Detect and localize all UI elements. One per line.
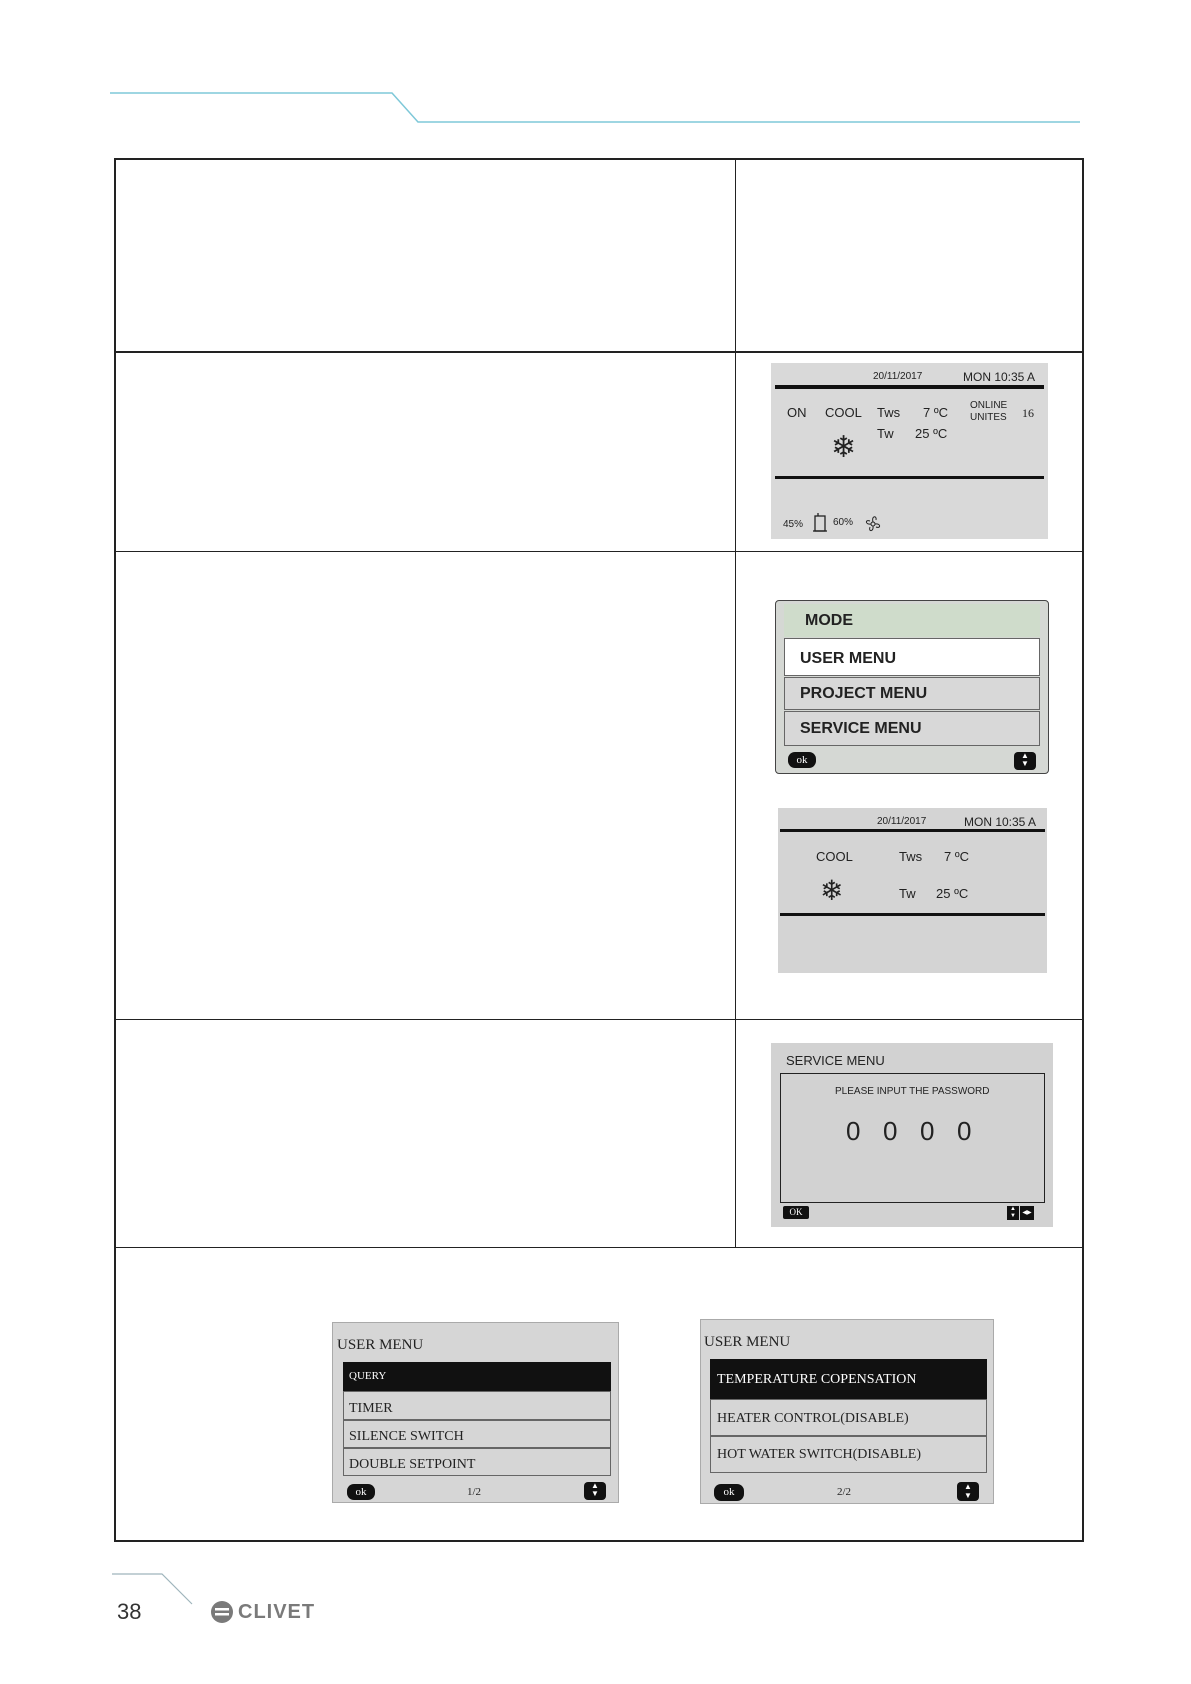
tws-label: Tws	[877, 405, 901, 420]
clivet-logo-text: CLIVET	[238, 1601, 316, 1623]
user-menu-item-query[interactable]: QUERY	[343, 1362, 611, 1391]
table-row-divider	[114, 1019, 1084, 1020]
ok-button[interactable]: OK	[783, 1206, 809, 1219]
online-label: ONLINE	[970, 400, 1008, 411]
top-divider	[775, 385, 1044, 389]
user-menu-item-hot-water-switch[interactable]: HOT WATER SWITCH(DISABLE)	[710, 1436, 987, 1473]
ok-button[interactable]: ok	[788, 752, 816, 768]
fan-icon	[863, 514, 883, 534]
lcd-cool-status	[778, 808, 1047, 973]
tw-value: 25 ºC	[915, 426, 948, 441]
mode-text: COOL	[825, 405, 862, 420]
tw-label: Tw	[877, 426, 894, 441]
left-right-arrows-icon[interactable]: ◀▶	[1020, 1206, 1034, 1220]
service-menu-title: SERVICE MENU	[786, 1053, 885, 1068]
user-menu-item-heater-control[interactable]: HEATER CONTROL(DISABLE)	[710, 1399, 987, 1436]
page-number: 38	[117, 1599, 142, 1624]
up-down-arrows-icon[interactable]: ▲ ▼	[584, 1482, 606, 1500]
clivet-logo	[210, 1600, 340, 1626]
tws-label: Tws	[899, 849, 923, 864]
lcd-password	[771, 1043, 1053, 1227]
password-digit-4[interactable]: 0	[957, 1116, 972, 1146]
menu-item-user-menu[interactable]: USER MENU	[784, 638, 1040, 676]
top-divider	[780, 829, 1045, 832]
tws-value: 7 ºC	[923, 405, 948, 420]
user-menu-item-timer[interactable]: TIMER	[343, 1391, 611, 1420]
password-digit-3[interactable]: 0	[920, 1116, 935, 1146]
page-indicator: 2/2	[837, 1486, 852, 1498]
password-digit-2[interactable]: 0	[883, 1116, 898, 1146]
lcd-user-menu-1	[332, 1322, 619, 1503]
user-menu-title: USER MENU	[337, 1337, 424, 1353]
menu-item-project-menu[interactable]: PROJECT MENU	[784, 677, 1040, 710]
ok-button[interactable]: ok	[347, 1484, 375, 1500]
table-row-divider	[114, 1247, 1084, 1248]
password-digit-1[interactable]: 0	[846, 1116, 861, 1146]
pct-2-text: 60%	[833, 517, 854, 528]
date-text: 20/11/2017	[873, 371, 923, 382]
online-count: 16	[1022, 406, 1034, 420]
pct-1-text: 45%	[783, 519, 804, 530]
up-down-arrows-icon[interactable]: ▲ ▼	[1007, 1206, 1019, 1220]
up-down-arrows-icon[interactable]: ▲ ▼	[1014, 752, 1036, 770]
up-down-arrows-icon[interactable]: ▲ ▼	[957, 1482, 979, 1501]
user-menu-title: USER MENU	[704, 1334, 791, 1350]
tw-value: 25 ºC	[936, 886, 969, 901]
time-text: MON 10:35 A	[963, 370, 1036, 384]
user-menu-item-double-setpoint[interactable]: DOUBLE SETPOINT	[343, 1448, 611, 1476]
menu-title: MODE	[805, 612, 853, 629]
table-column-divider	[735, 158, 736, 1248]
lcd-main-status	[771, 363, 1048, 539]
password-prompt: PLEASE INPUT THE PASSWORD	[835, 1086, 990, 1097]
header-rule	[0, 0, 1191, 140]
table-row-divider	[114, 551, 1084, 552]
snowflake-icon: ❄	[820, 875, 844, 906]
tank-icon	[813, 513, 827, 533]
tw-label: Tw	[899, 886, 916, 901]
menu-item-service-menu[interactable]: SERVICE MENU	[784, 711, 1040, 746]
lcd-user-menu-2	[700, 1319, 994, 1504]
date-text: 20/11/2017	[877, 816, 927, 827]
ok-button[interactable]: ok	[714, 1484, 744, 1501]
unites-label: UNITES	[970, 412, 1007, 423]
mode-text: COOL	[816, 849, 853, 864]
bottom-divider	[775, 476, 1044, 479]
bottom-divider	[780, 913, 1045, 916]
tws-value: 7 ºC	[944, 849, 969, 864]
table-row-divider	[114, 351, 1084, 353]
status-text: ON	[787, 405, 807, 420]
user-menu-item-silence-switch[interactable]: SILENCE SWITCH	[343, 1420, 611, 1448]
user-menu-item-temperature-compensation[interactable]: TEMPERATURE COPENSATION	[710, 1359, 987, 1399]
snowflake-icon: ❄	[831, 431, 857, 464]
time-text: MON 10:35 A	[964, 815, 1037, 829]
page-indicator: 1/2	[467, 1486, 482, 1498]
clivet-logo-mark-icon	[210, 1600, 234, 1624]
lcd-mode-menu	[775, 600, 1049, 774]
